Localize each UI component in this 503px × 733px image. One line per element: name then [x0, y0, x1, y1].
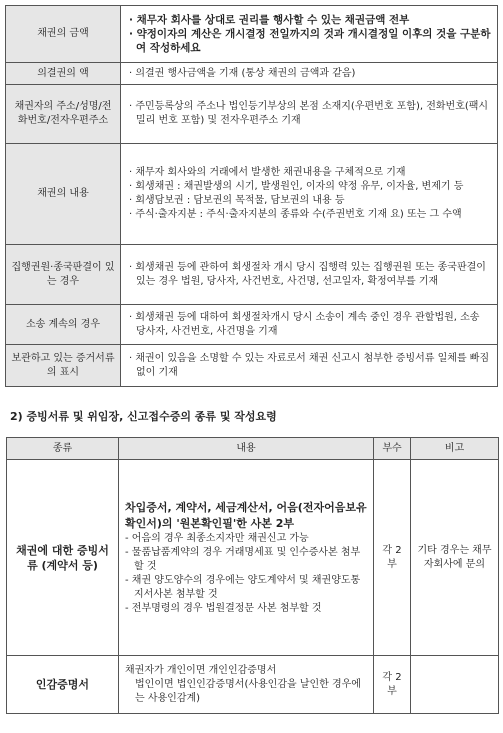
- document-note: 기타 경우는 채무자회사에 문의: [411, 460, 499, 656]
- document-line: 채권자가 개인이면 개인인감증명서: [125, 664, 277, 676]
- document-kind: 인감증명서: [7, 656, 119, 714]
- table-header-row: [7, 438, 499, 460]
- document-line: 법인이면 법인인감증명서(사용인감을 날인한 경우에는 사용인감계): [135, 678, 361, 704]
- row-content: [121, 305, 498, 345]
- column-header-content: 내용: [119, 438, 374, 460]
- row-content: [121, 85, 498, 144]
- table-row: [6, 245, 498, 305]
- list-item: · 의결권 행사금액을 기재 (통상 채권의 금액과 같음): [129, 67, 356, 79]
- row-label: 소송 계속의 경우: [6, 305, 121, 345]
- list-item: · 약정이자의 계산은 개시결정 전일까지의 것과 개시결정일 이후의 것을 구분하여 작성하세요: [129, 28, 491, 54]
- row-content: [121, 63, 498, 85]
- list-item: · 회생채권 등에 관하여 회생절차 개시 당시 집행력 있는 집행권원 또는 종국판결이 있는 경우 법원, 당사자, 사건번호, 사건명, 선고일자, 확정여부를 기재: [129, 261, 486, 287]
- document-headline: 차입증서, 계약서, 세금계산서, 어음(전자어음보유확인서)의 '원본확인필'한 사본 2부: [125, 500, 367, 530]
- list-item: · 채권이 있음을 소명할 수 있는 자료로서 채권 신고시 첨부한 증빙서류 일체를 빠짐 없이 기재: [129, 352, 490, 378]
- list-item: · 회생채권 등에 대하여 회생절차개시 당시 소송이 계속 중인 경우 관할법원, 소송 당사자, 사건번호, 사건명을 기재: [129, 311, 480, 337]
- document-note: [411, 656, 499, 714]
- document-count: 각 2부: [374, 656, 411, 714]
- table-row: [6, 144, 498, 245]
- section-heading: 2) 증빙서류 및 위임장, 신고접수증의 종류 및 작성요령: [10, 410, 277, 423]
- list-item: - 채권 양도양수의 경우에는 양도계약서 및 채권양도통지서사본 첨부할 것: [125, 574, 361, 600]
- document-content: [119, 460, 374, 656]
- list-item: · 회생담보권 : 담보권의 목적물, 담보권의 내용 등: [129, 195, 345, 206]
- list-item: · 회생채권 : 채권발생의 시기, 발생원인, 이자의 약정 유무, 이자율, 변제기 등: [129, 181, 464, 192]
- row-label: 채권의 내용: [6, 144, 121, 245]
- column-header-note: 비고: [411, 438, 499, 460]
- claim-items-table: [5, 5, 498, 387]
- row-label: 집행권원·종국판결이 있는 경우: [6, 245, 121, 305]
- list-item: · 채무자 회사와의 거래에서 발생한 채권내용을 구체적으로 기재: [129, 167, 406, 178]
- table-row: [7, 656, 499, 714]
- row-label: 의결권의 액: [6, 63, 121, 85]
- row-label: 채권자의 주소/성명/전화번호/전자우편주소: [6, 85, 121, 144]
- row-content: [121, 144, 498, 245]
- row-content: [121, 245, 498, 305]
- list-item: · 주식·출자지분 : 주식·출자지분의 종류와 수(주권번호 기재 요) 또는 그 수액: [129, 209, 462, 220]
- table-row: [6, 85, 498, 144]
- column-header-count: 부수: [374, 438, 411, 460]
- table-row: [7, 460, 499, 656]
- documents-table: [6, 437, 499, 714]
- row-content: [121, 6, 498, 63]
- table-row: [6, 345, 498, 387]
- row-label: 채권의 금액: [6, 6, 121, 63]
- list-item: · 채무자 회사를 상대로 권리를 행사할 수 있는 채권금액 전부: [129, 14, 410, 26]
- row-label: 보관하고 있는 증거서류의 표시: [6, 345, 121, 387]
- table-row: [6, 6, 498, 63]
- list-item: - 전부명령의 경우 법원결정문 사본 첨부할 것: [125, 602, 322, 614]
- list-item: - 물품납품계약의 경우 거래명세표 및 인수증사본 첨부할 것: [125, 546, 361, 572]
- document-kind: 채권에 대한 증빙서류 (계약서 등): [7, 460, 119, 656]
- column-header-kind: 종류: [7, 438, 119, 460]
- table-row: [6, 305, 498, 345]
- document-count: 각 2부: [374, 460, 411, 656]
- table-row: [6, 63, 498, 85]
- row-content: [121, 345, 498, 387]
- list-item: · 주민등록상의 주소나 법인등기부상의 본점 소재지(우편번호 포함), 전화번호(팩시밀리 번호 포함) 및 전자우편주소 기재: [129, 101, 489, 126]
- document-content: [119, 656, 374, 714]
- list-item: - 어음의 경우 최종소지자만 채권신고 가능: [125, 532, 309, 544]
